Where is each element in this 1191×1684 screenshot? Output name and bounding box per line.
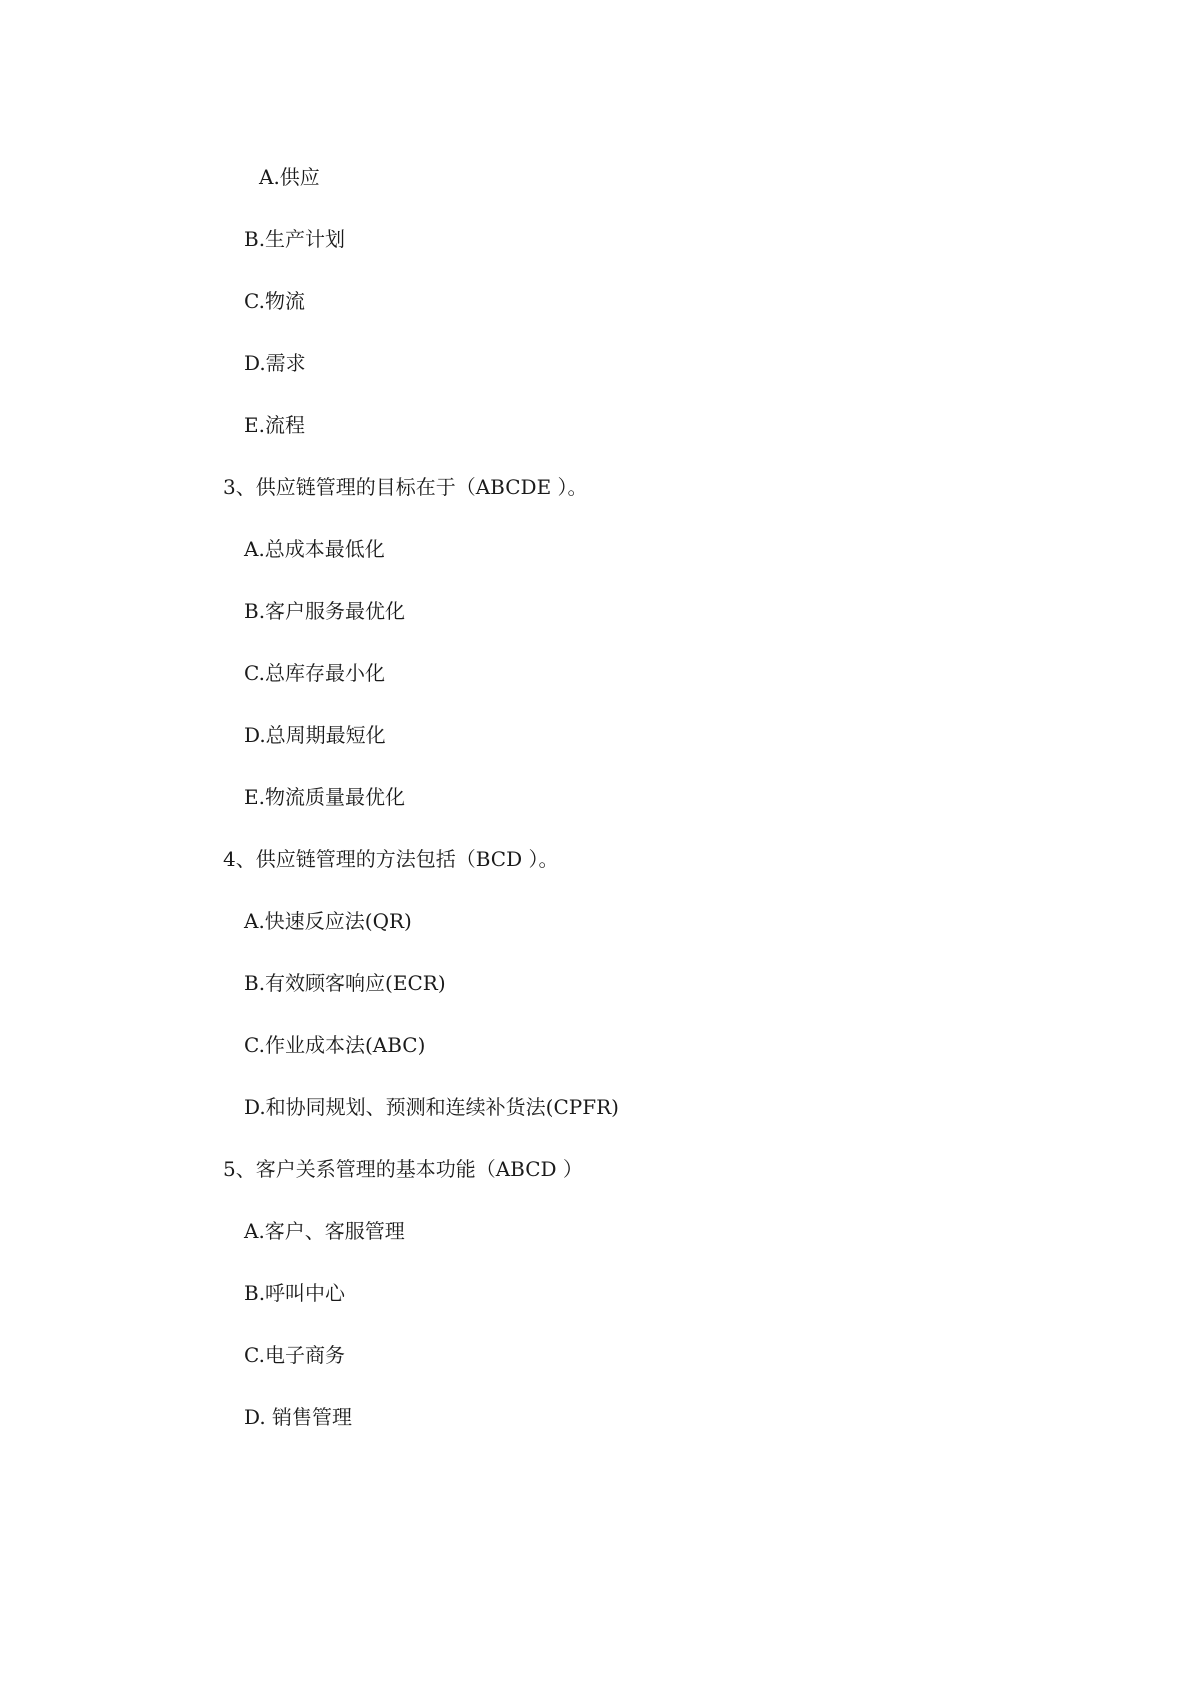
option-line: C.作业成本法(ABC) (244, 1033, 426, 1057)
option-line: C.物流 (244, 289, 305, 313)
option-line: D.需求 (244, 351, 306, 375)
option-line: C.电子商务 (244, 1343, 345, 1367)
option-line: E.流程 (244, 413, 305, 437)
question-line: 4、供应链管理的方法包括（BCD ）。 (223, 847, 559, 871)
question-line: 5、客户关系管理的基本功能（ABCD ） (223, 1157, 583, 1181)
option-line: D.和协同规划、预测和连续补货法(CPFR) (244, 1095, 619, 1119)
question-line: 3、供应链管理的目标在于（ABCDE ）。 (223, 475, 588, 499)
option-line: D. 销售管理 (244, 1405, 353, 1429)
option-line: D.总周期最短化 (244, 723, 386, 747)
option-line: A.快速反应法(QR) (244, 909, 412, 933)
option-line: A.供应 (259, 165, 320, 189)
option-line: B.呼叫中心 (244, 1281, 346, 1305)
option-line: E.物流质量最优化 (244, 785, 405, 809)
option-line: B.有效顾客响应(ECR) (244, 971, 446, 995)
option-line: B.客户服务最优化 (244, 599, 406, 623)
option-line: A.总成本最低化 (244, 537, 385, 561)
option-line: A.客户、客服管理 (244, 1219, 405, 1243)
option-line: B.生产计划 (244, 227, 346, 251)
option-line: C.总库存最小化 (244, 661, 385, 685)
